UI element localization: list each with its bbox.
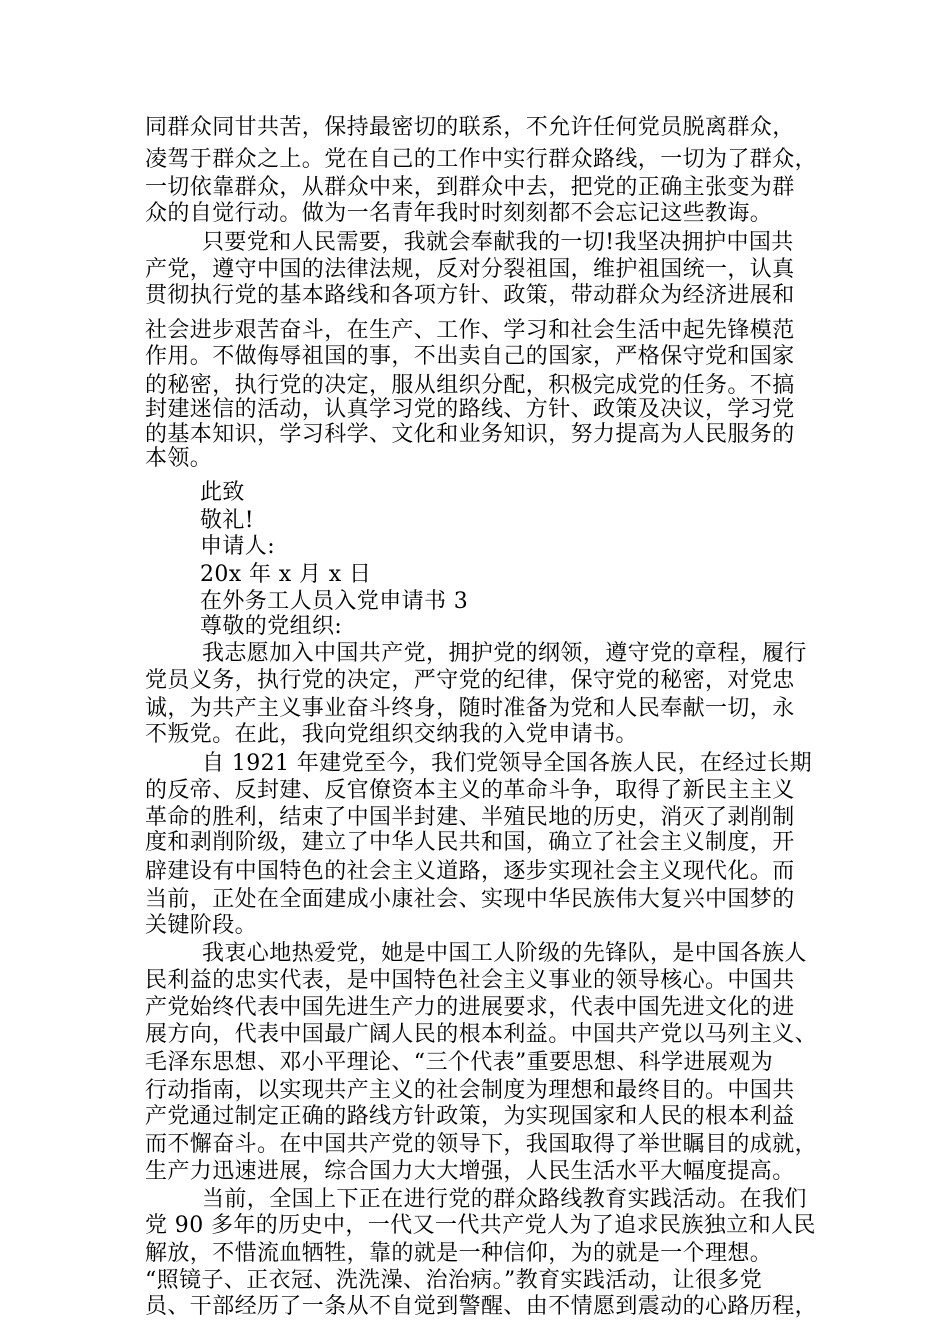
text-line: 只要党和人民需要，我就会奉献我的一切!我坚决拥护中国共 xyxy=(202,230,794,255)
text-line: 产党通过制定正确的路线方针政策，为实现国家和人民的根本利益 xyxy=(145,1104,795,1129)
text-line: 当前，正处在全面建成小康社会、实现中华民族伟大复兴中国梦的 xyxy=(145,887,795,912)
text-line: 同群众同甘共苦，保持最密切的联系，不允许任何党员脱离群众， xyxy=(145,115,795,140)
text-line: 社会进步艰苦奋斗，在生产、工作、学习和社会生活中起先锋模范 xyxy=(145,318,795,343)
text-line: “照镜子、正衣冠、洗洗澡、治治病。”教育实践活动，让很多党 xyxy=(145,1268,763,1293)
text-line: 自 1921 年建党至今，我们党领导全国各族人民，在经过长期 xyxy=(202,751,812,776)
date-line: 20x 年 x 月 x 日 xyxy=(200,562,372,587)
text-line: 员、干部经历了一条从不自觉到警醒、由不情愿到震动的心路历程， xyxy=(145,1294,818,1319)
text-line: 而不懈奋斗。在中国共产党的领导下，我国取得了举世瞩目的成就， xyxy=(145,1132,818,1157)
text-line: 封建迷信的活动，认真学习党的路线、方针、政策及决议，学习党 xyxy=(145,397,795,422)
text-line: 解放，不惜流血牺牲，靠的就是一种信仰，为的就是一个理想。 xyxy=(145,1241,773,1266)
text-line: 辟建设有中国特色的社会主义道路，逐步实现社会主义现代化。而 xyxy=(145,859,795,884)
text-line: 行动指南，以实现共产主义的社会制度为理想和最终目的。中国共 xyxy=(145,1078,795,1103)
text-line: 关键阶段。 xyxy=(145,913,258,938)
closing-regards: 敬礼! xyxy=(200,508,255,533)
text-line: 的反帝、反封建、反官僚资本主义的革命斗争，取得了新民主主义 xyxy=(145,778,795,803)
text-line: 产党，遵守中国的法律法规，反对分裂祖国，维护祖国统一，认真 xyxy=(145,257,795,282)
text-line: 众的自觉行动。做为一名青年我时时刻刻都不会忘记这些教诲。 xyxy=(145,201,773,226)
text-line: 诚，为共产主义事业奋斗终身，随时准备为党和人民奉献一切，永 xyxy=(145,696,795,721)
section-title: 在外务工人员入党申请书 3 xyxy=(200,589,469,614)
text-line: 革命的胜利，结束了中国半封建、半殖民地的历史，消灭了剥削制 xyxy=(145,805,795,830)
text-line: 毛泽东思想、邓小平理论、“三个代表”重要思想、科学进展观为 xyxy=(145,1050,774,1075)
greeting: 尊敬的党组织: xyxy=(200,614,343,639)
text-line: 我衷心地热爱党，她是中国工人阶级的先锋队，是中国各族人 xyxy=(202,941,807,966)
text-line: 我志愿加入中国共产党，拥护党的纲领，遵守党的章程，履行 xyxy=(202,641,807,666)
text-line: 产党始终代表中国先进生产力的进展要求，代表中国先进文化的进 xyxy=(145,995,795,1020)
text-line: 一切依靠群众，从群众中来，到群众中去，把党的正确主张变为群 xyxy=(145,175,795,200)
text-line: 党 90 多年的历史中，一代又一代共产党人为了追求民族独立和人民 xyxy=(145,1213,816,1238)
applicant-label: 申请人: xyxy=(200,534,276,559)
text-line: 作用。不做侮辱祖国的事，不出卖自己的国家，严格保守党和国家 xyxy=(145,344,795,369)
text-line: 贯彻执行党的基本路线和各项方针、政策，带动群众为经济进展和 xyxy=(145,283,795,308)
text-line: 不叛党。在此，我向党组织交纳我的入党申请书。 xyxy=(145,722,638,747)
text-line: 民利益的忠实代表，是中国特色社会主义事业的领导核心。中国共 xyxy=(145,968,795,993)
text-line: 生产力迅速进展，综合国力大大增强，人民生活水平大幅度提高。 xyxy=(145,1159,795,1184)
text-line: 展方向，代表中国最广阔人民的根本利益。中国共产党以马列主义、 xyxy=(145,1022,818,1047)
text-line: 党员义务，执行党的决定，严守党的纪律，保守党的秘密，对党忠 xyxy=(145,668,795,693)
closing-salutation: 此致 xyxy=(200,480,245,505)
text-line: 当前，全国上下正在进行党的群众路线教育实践活动。在我们 xyxy=(202,1187,807,1212)
text-line: 度和剥削阶级，建立了中华人民共和国，确立了社会主义制度，开 xyxy=(145,830,795,855)
text-line: 的秘密，执行党的决定，服从组织分配，积极完成党的任务。不搞 xyxy=(145,373,795,398)
text-line: 凌驾于群众之上。党在自己的工作中实行群众路线，一切为了群众， xyxy=(145,147,818,172)
text-line: 的基本知识，学习科学、文化和业务知识，努力提高为人民服务的 xyxy=(145,422,795,447)
text-line: 本领。 xyxy=(145,446,213,471)
